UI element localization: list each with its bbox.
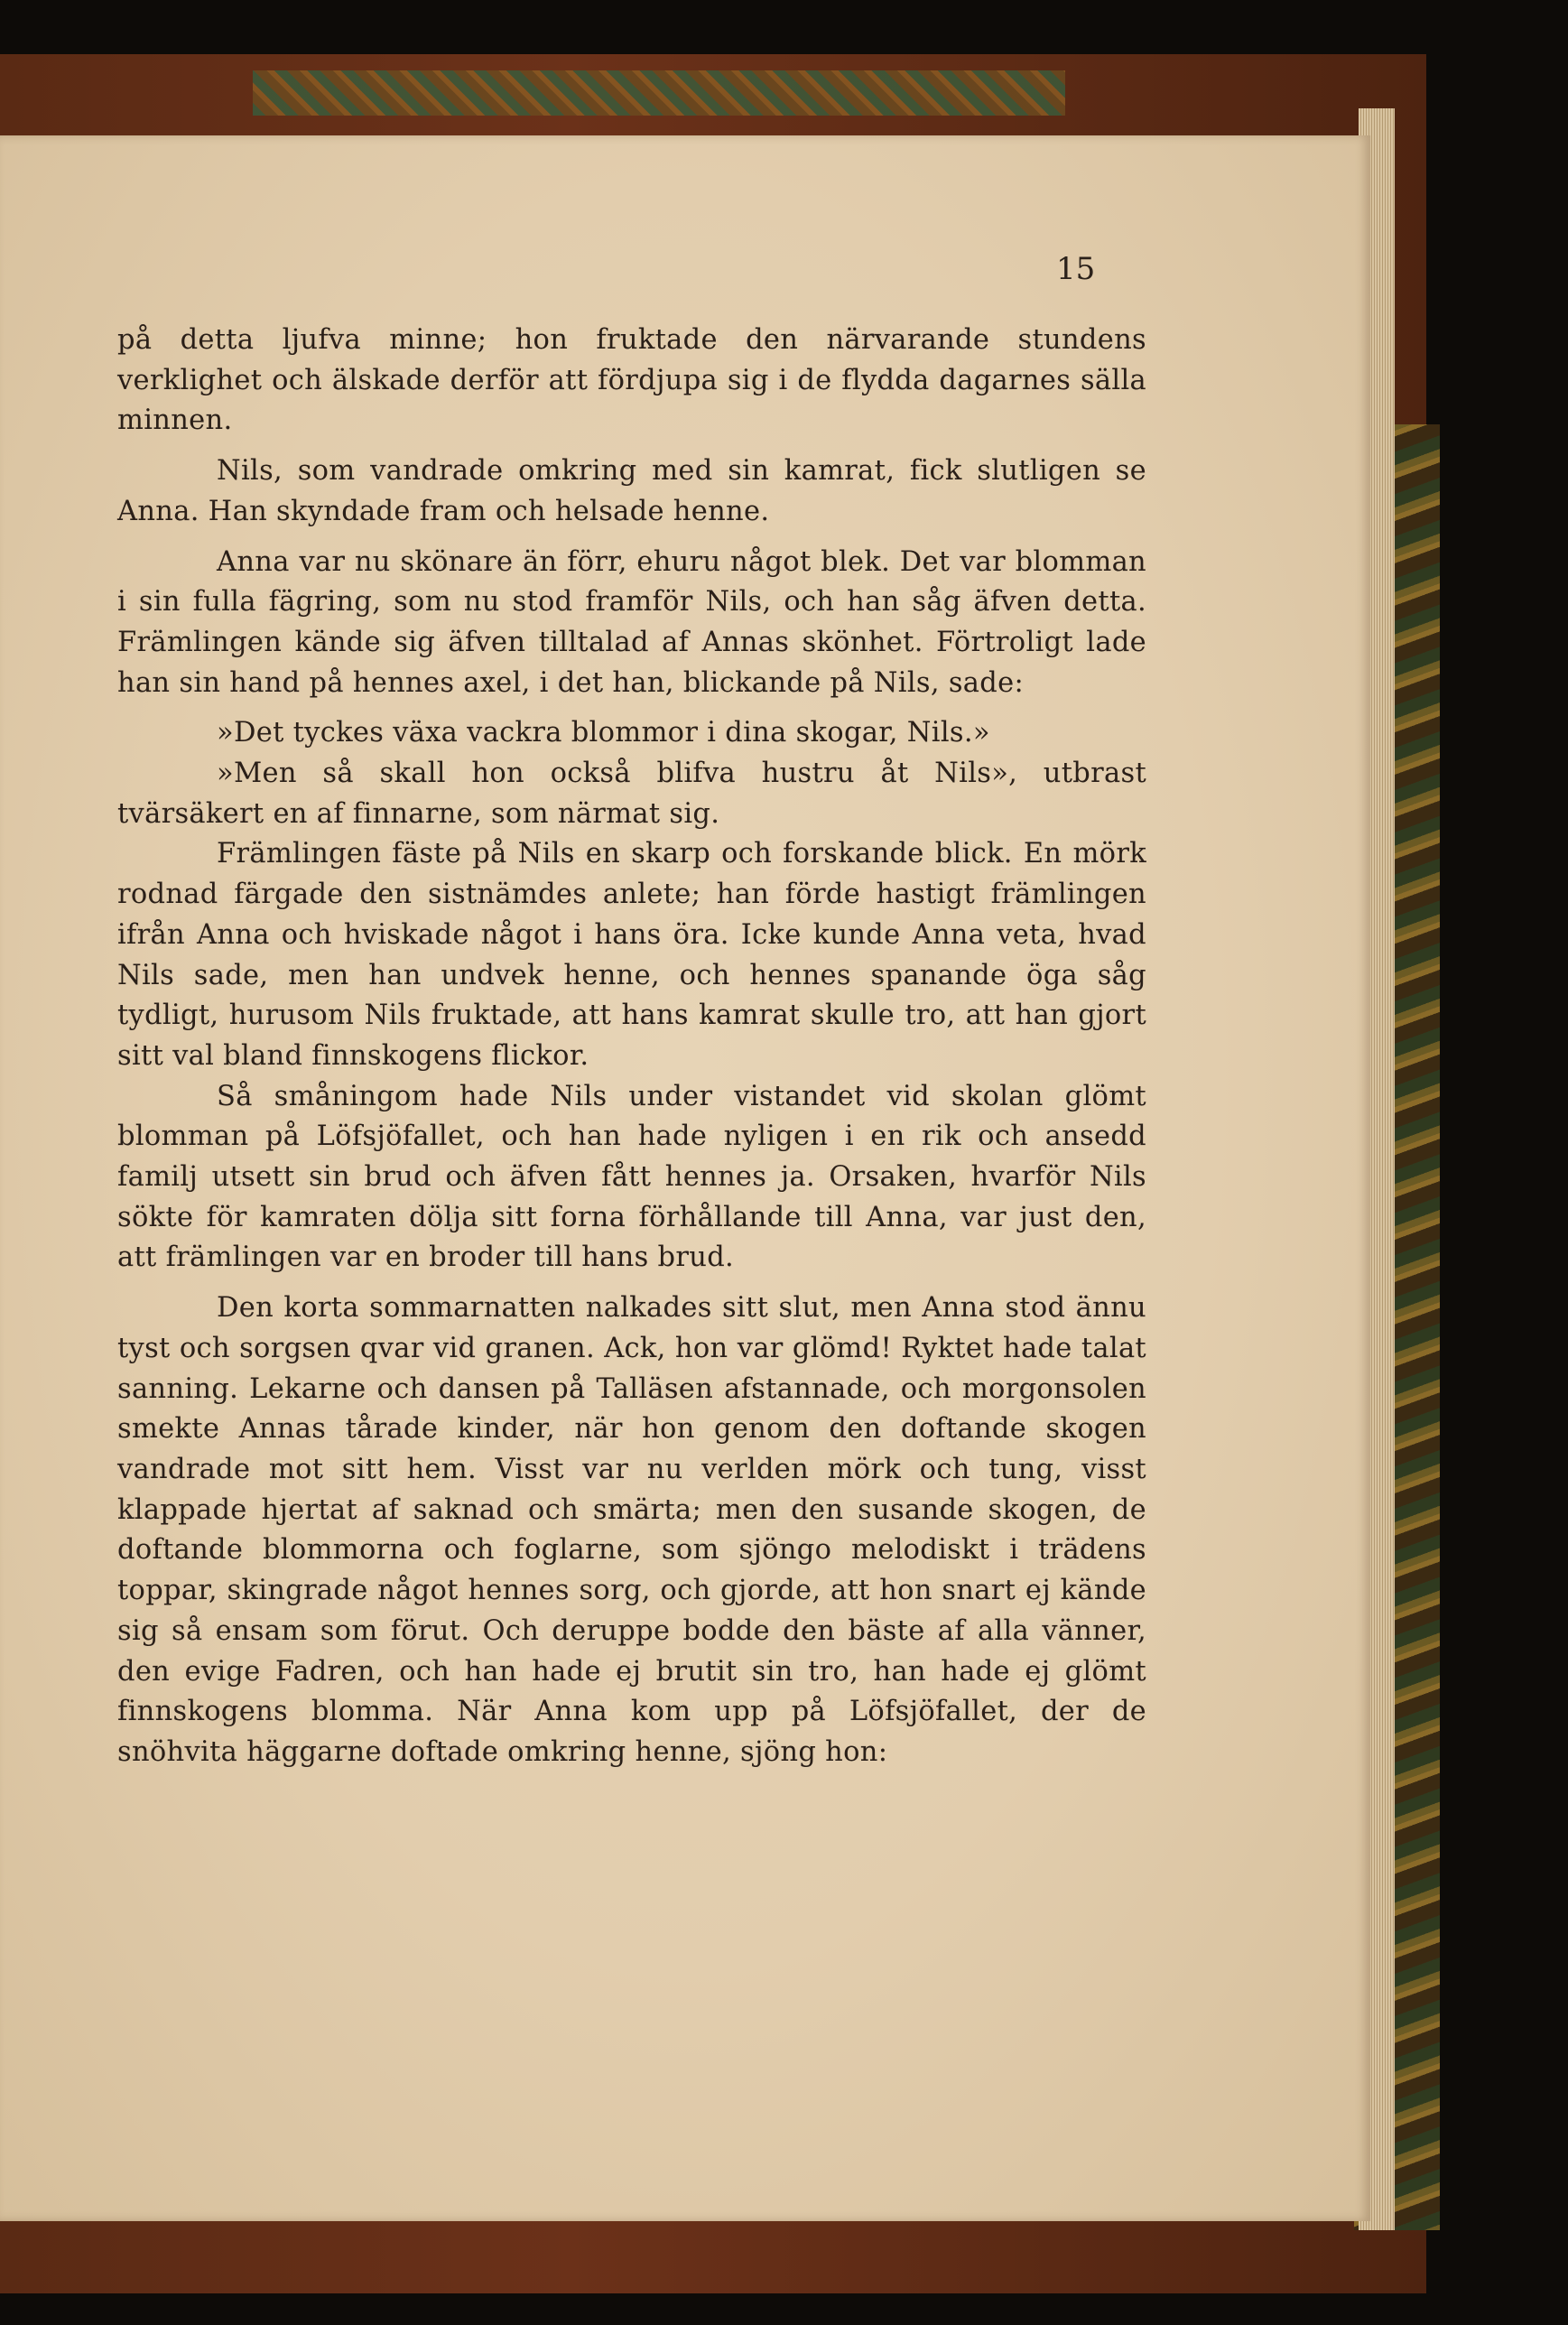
paragraph: Anna var nu skönare än förr, ehuru något blek. Det var blomman i sin fulla fägring, som nu stod framför Nils, och han såg äfven detta. Främlingen kände sig äfven tilltalad af Annas skönhet. Förtroligt lade han sin hand på hennes axel, i det han, blickande på Nils, sade: bbox=[117, 545, 1146, 699]
page-number: 15 bbox=[1056, 251, 1096, 287]
paragraph: Nils, som vandrade omkring med sin kamrat, fick slutligen se Anna. Han skyndade fram och helsade henne. bbox=[117, 455, 1146, 527]
cover-pattern bbox=[253, 70, 1065, 116]
paragraph: »Det tyckes växa vackra blommor i dina skogar, Nils.» bbox=[217, 717, 990, 749]
paragraph: på detta ljufva minne; hon fruktade den närvarande stundens verklighet och älskade derför att fördjupa sig i de flydda dagarnes sälla minnen. bbox=[117, 324, 1146, 437]
paragraph: »Men så skall hon också blifva hustru åt Nils», utbrast tvärsäkert en af finnarne, som närmat sig. bbox=[117, 758, 1146, 830]
paragraph: Den korta sommarnatten nalkades sitt slut, men Anna stod ännu tyst och sorgsen qvar vid granen. Ack, hon var glömd! Ryktet hade talat sanning. Lekarne och dansen på Talläsen afstannade, och morgonsolen smekte Annas tårade kinder, när hon genom den doftande skogen vandrade mot sitt hem. Visst var nu verlden mörk och tung, visst klappade hjertat af saknad och smärta; men den susande skogen, de doftande blommorna och foglarne, som sjöngo melodiskt i trädens toppar, skingrade något hennes sorg, och gjorde, att hon snart ej kände sig så ensam som förut. Och deruppe bodde den bäste af alla vänner, den evige Fadren, och han hade ej brutit sin tro, han hade ej glömt finnskogens blomma. När Anna kom upp på Löfsjöfallet, der de snöhvita häggarne doftade omkring henne, sjöng hon: bbox=[117, 1292, 1146, 1768]
body-text bbox=[117, 321, 1146, 1773]
paragraph: Främlingen fäste på Nils en skarp och forskande blick. En mörk rodnad färgade den sistnämdes anlete; han förde hastigt främlingen ifrån Anna och hviskade något i hans öra. Icke kunde Anna veta, hvad Nils sade, men han undvek henne, och hennes spanande öga såg tydligt, hurusom Nils fruktade, att hans kamrat skulle tro, att han gjort sitt val bland finnskogens flickor. bbox=[117, 838, 1146, 1072]
paragraph: Så småningom hade Nils under vistandet vid skolan glömt blomman på Löfsjöfallet, och han hade nyligen i en rik och ansedd familj utsett sin brud och äfven fått hennes ja. Orsaken, hvarför Nils sökte för kamraten dölja sitt forna förhållande till Anna, var just den, att främlingen var en broder till hans brud. bbox=[117, 1080, 1146, 1274]
